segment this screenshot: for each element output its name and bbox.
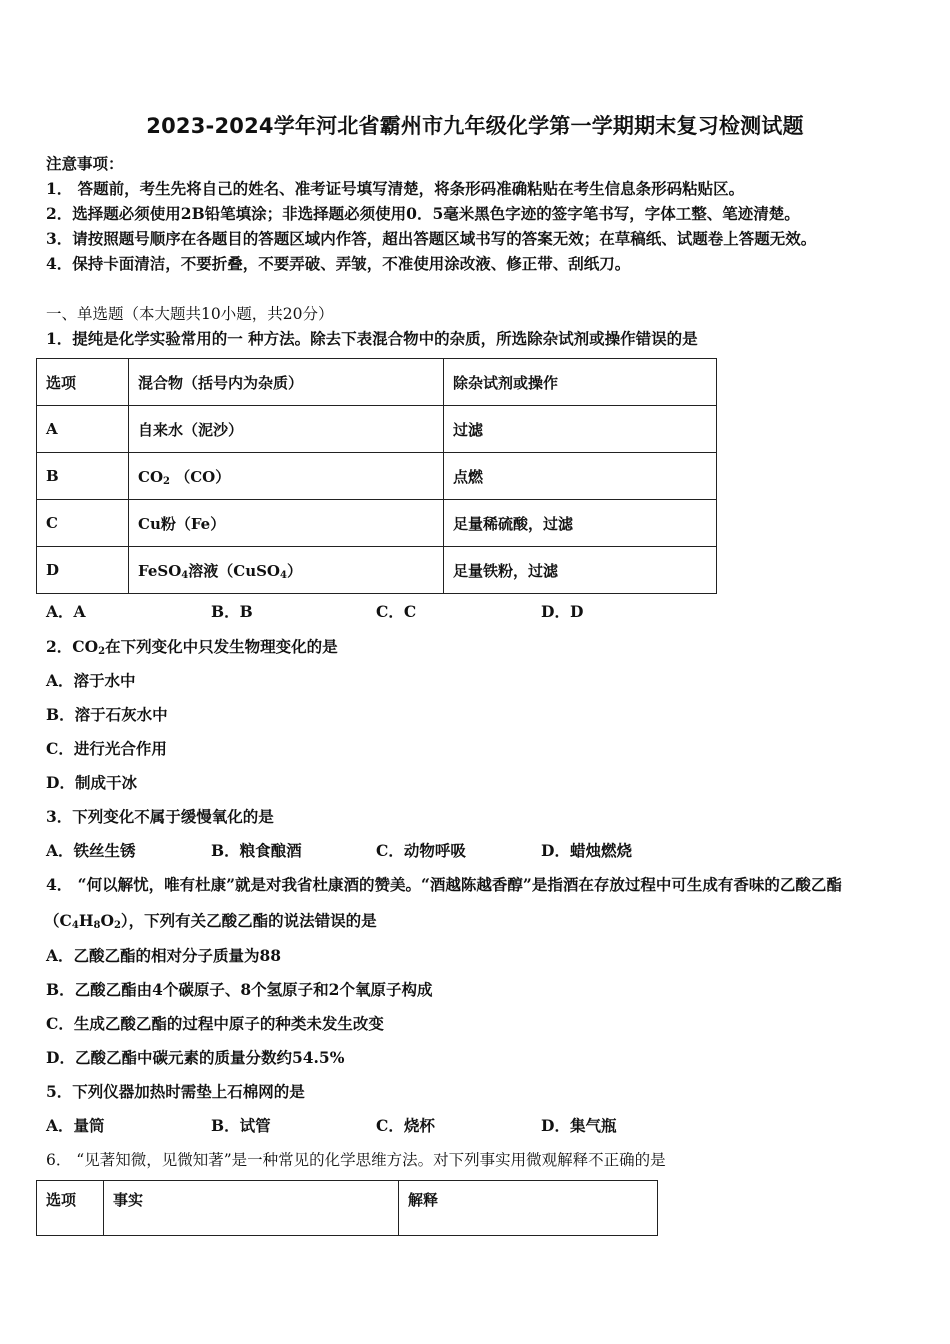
- table-header-cell: 选项: [37, 1181, 104, 1236]
- notice-item: 1． 答题前，考生先将自己的姓名、准考证号填写清楚，将条形码准确粘贴在考生信息条形码粘贴区。: [46, 179, 745, 198]
- table-cell: Cu粉（Fe）: [129, 500, 444, 547]
- q1-stem: 1．提纯是化学实验常用的一 种方法。除去下表混合物中的杂质，所选除杂试剂或操作错误的是: [46, 329, 698, 348]
- option: C．生成乙酸乙酯的过程中原子的种类未发生改变: [46, 1014, 384, 1033]
- table-header-cell: 混合物（括号内为杂质）: [129, 359, 444, 406]
- q1-table: [36, 358, 717, 594]
- table-row: [37, 500, 717, 547]
- option: D．乙酸乙酯中碳元素的质量分数约54.5%: [46, 1048, 345, 1067]
- table-row: [37, 453, 717, 500]
- table-cell: 足量铁粉，过滤: [444, 547, 717, 594]
- option: B．溶于石灰水中: [46, 705, 168, 724]
- option: B．乙酸乙酯由4个碳原子、8个氢原子和2个氧原子构成: [46, 980, 433, 999]
- option: B．粮食酿酒: [211, 841, 302, 860]
- option: A．乙酸乙酯的相对分子质量为88: [46, 946, 282, 965]
- q3-options: [46, 839, 706, 861]
- table-header-cell: 解释: [399, 1181, 658, 1236]
- option: D．集气瓶: [541, 1116, 617, 1135]
- notice-heading: 注意事项：: [46, 154, 124, 173]
- table-cell: A: [37, 406, 129, 453]
- option: C．烧杯: [376, 1116, 435, 1135]
- table-header-cell: 选项: [37, 359, 129, 406]
- option: D．蜡烛燃烧: [541, 841, 632, 860]
- q6-table: [36, 1180, 658, 1236]
- table-header-cell: 事实: [104, 1181, 399, 1236]
- q6-stem: 6． “见著知微，见微知著”是一种常见的化学思维方法。对下列事实用微观解释不正确的是: [46, 1151, 666, 1169]
- table-cell: B: [37, 453, 129, 500]
- table-header-cell: 除杂试剂或操作: [444, 359, 717, 406]
- option: A．铁丝生锈: [46, 841, 136, 860]
- table-header-row: [37, 1181, 658, 1236]
- option: A．A: [46, 602, 86, 621]
- notice-item: 3．请按照题号顺序在各题目的答题区域内作答，超出答题区域书写的答案无效；在草稿纸、试题卷上答题无效。: [46, 229, 817, 248]
- table-cell: 过滤: [444, 406, 717, 453]
- notice-item: 4．保持卡面清洁，不要折叠，不要弄破、弄皱，不准使用涂改液、修正带、刮纸刀。: [46, 254, 631, 273]
- table-cell: 点燃: [444, 453, 717, 500]
- q5-options: [46, 1114, 706, 1136]
- option: C．动物呼吸: [376, 841, 466, 860]
- table-header-row: [37, 359, 717, 406]
- table-cell: 足量稀硫酸，过滤: [444, 500, 717, 547]
- q1-options: [46, 600, 706, 622]
- q5-stem: 5．下列仪器加热时需垫上石棉网的是: [46, 1082, 305, 1101]
- table-cell: D: [37, 547, 129, 594]
- q3-stem: 3．下列变化不属于缓慢氧化的是: [46, 807, 274, 826]
- option: A．溶于水中: [46, 671, 136, 690]
- table-cell: 自来水（泥沙）: [129, 406, 444, 453]
- option: B．B: [211, 602, 253, 621]
- notice-item: 2．选择题必须使用2B铅笔填涂；非选择题必须使用0．5毫米黑色字迹的签字笔书写，字体工整、笔迹清楚。: [46, 204, 800, 223]
- table-row: [37, 406, 717, 453]
- table-cell: FeSO$_4$溶液（CuSO$_4$）: [129, 547, 444, 594]
- option: C．C: [376, 602, 417, 621]
- section-heading: 一、单选题（本大题共10小题，共20分）: [46, 305, 334, 323]
- table-cell: C: [37, 500, 129, 547]
- option: D．D: [541, 602, 584, 621]
- table-cell: $CO_2$ （CO）: [129, 453, 444, 500]
- q2-stem: 2．$CO_2$在下列变化中只发生物理变化的是: [46, 637, 338, 657]
- q4-stem: 4． “何以解忧，唯有杜康”就是对我省杜康酒的赞美。“酒越陈越香醇”是指酒在存放过程中可生成有香味的乙酸乙酯: [46, 875, 842, 894]
- option: C．进行光合作用: [46, 739, 167, 758]
- option: A．量筒: [46, 1116, 105, 1135]
- page-title: 2023-2024学年河北省霸州市九年级化学第一学期期末复习检测试题: [146, 114, 804, 138]
- q4-stem-cont: $(C_4H_8O_2)$，下列有关乙酸乙酯的说法错误的是: [44, 911, 377, 931]
- option: B．试管: [211, 1116, 271, 1135]
- table-row: [37, 547, 717, 594]
- option: D．制成干冰: [46, 773, 137, 792]
